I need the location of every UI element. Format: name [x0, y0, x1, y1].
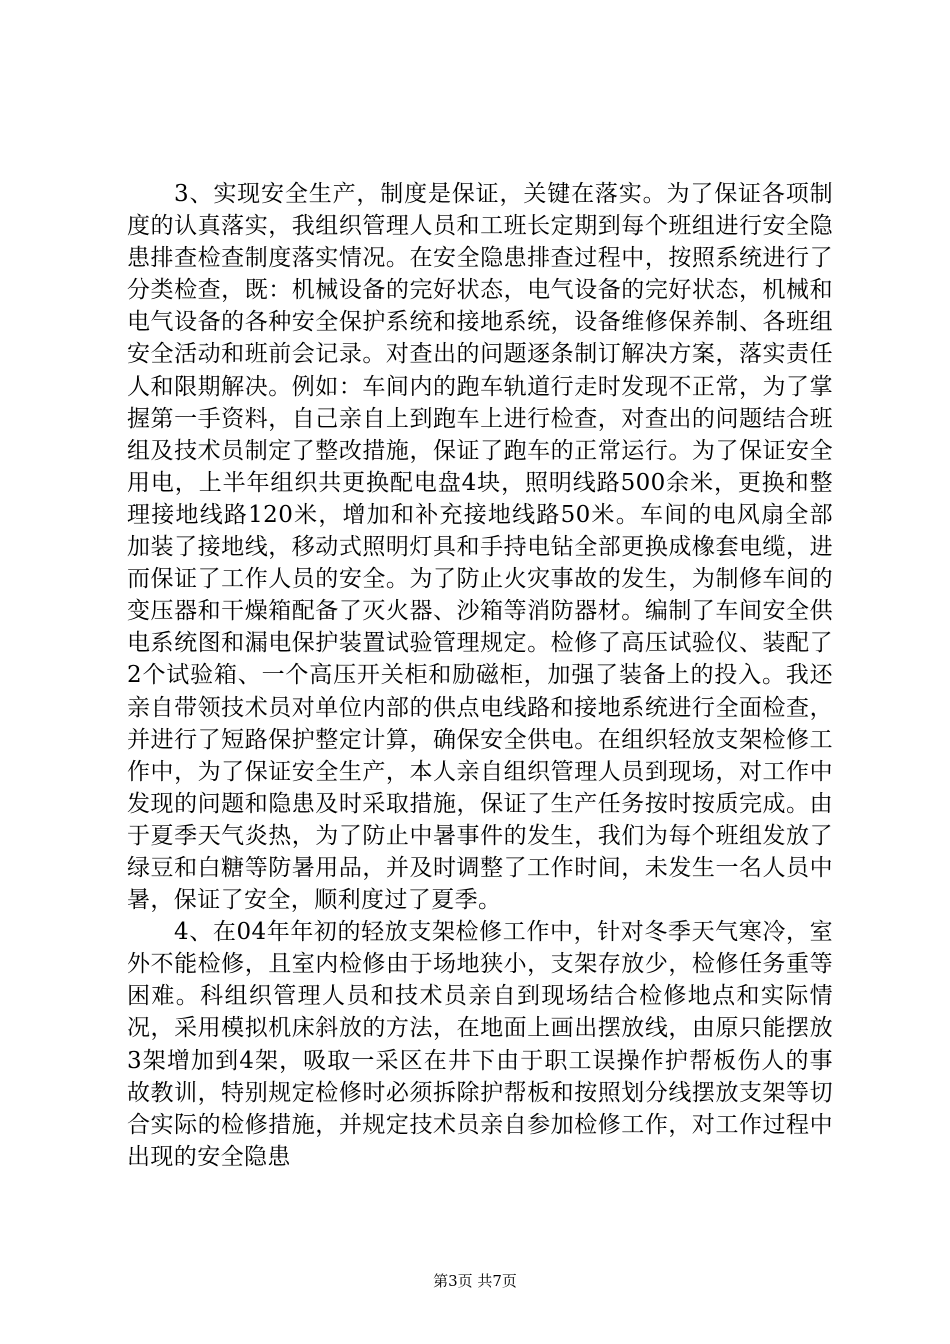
paragraph-safety-implementation: 3、实现安全生产，制度是保证，关键在落实。为了保证各项制度的认真落实，我组织管理人员和工班长定期到每个班组进行安全隐患排查检查制度落实情况。在安全隐患排查过程中，按照系统进行了分类检查，既：机械设备的完好状态，电气设备的完好状态，机械和电气设备的各种安全保护系统和接地系统，设备维修保养制、各班组安全活动和班前会记录。对查出的问题逐条制订解决方案，落实责任人和限期解决。例如：车间内的跑车轨道行走时发现不正常，为了掌握第一手资料，自己亲自上到跑车上进行检查，对查出的问题结合班组及技术员制定了整改措施，保证了跑车的正常运行。为了保证安全用电，上半年组织共更换配电盘4块，照明线路500余米，更换和整理接地线路120米，增加和补充接地线路50米。车间的电风扇全部加装了接地线，移动式照明灯具和手持电钻全部更换成橡套电缆，进而保证了工作人员的安全。为了防止火灾事故的发生，为制修车间的变压器和干燥箱配备了灭火器、沙箱等消防器材。编制了车间安全供电系统图和漏电保护装置试验管理规定。检修了高压试验仪、装配了2个试验箱、一个高压开关柜和励磁柜，加强了装备上的投入。我还亲自带领技术员对单位内部的供点电线路和接地系统进行全面检查，并进行了短路保护整定计算，确保安全供电。在组织轻放支架检修工作中，为了保证安全生产，本人亲自组织管理人员到现场，对工作中发现的问题和隐患及时采取措施，保证了生产任务按时按质完成。由于夏季天气炎热，为了防止中暑事件的发生，我们为每个班组发放了绿豆和白糖等防暑用品，并及时调整了工作时间，未发生一名人员中暑，保证了安全，顺利度过了夏季。 — [127, 181, 833, 914]
paragraph-support-maintenance: 4、在04年年初的轻放支架检修工作中，针对冬季天气寒冷，室外不能检修，且室内检修由于场地狭小，支架存放少，检修任务重等困难。科组织管理人员和技术员亲自到现场结合检修地点和实际情况，采用模拟机床斜放的方法，在地面上画出摆放线，由原只能摆放3架增加到4架，吸取一采区在井下由于职工误操作护帮板伤人的事故教训，特别规定检修时必须拆除护帮板和按照划分线摆放支架等切合实际的检修措施，并规定技术员亲自参加检修工作，对工作过程中出现的安全隐患 — [127, 919, 833, 1170]
document-body — [127, 178, 833, 1173]
page-footer: 第3页 共7页 — [433, 1272, 517, 1290]
